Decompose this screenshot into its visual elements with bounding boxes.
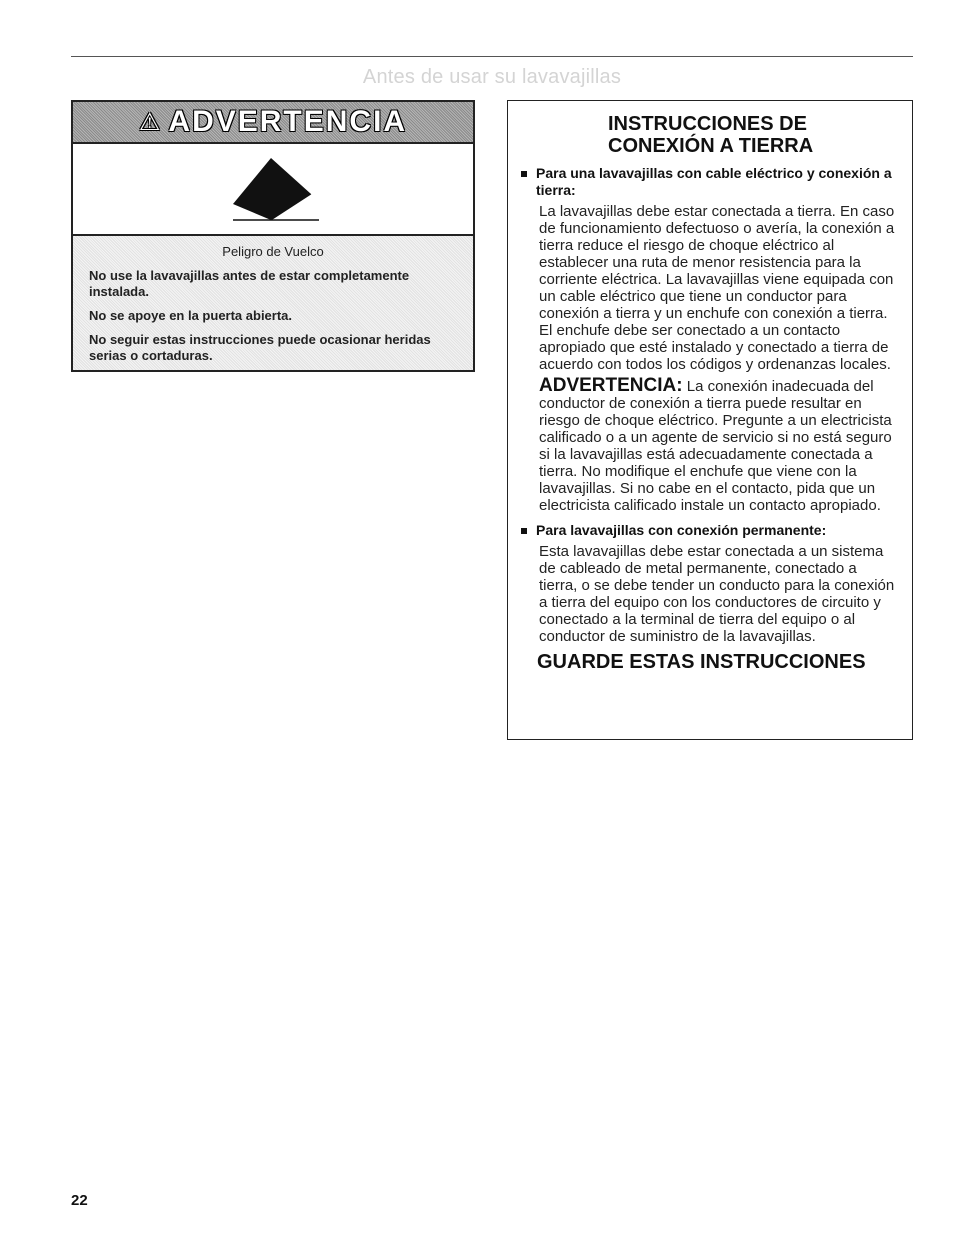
warning-title: ADVERTENCIA [168,105,408,138]
warning-header [73,102,473,144]
instructions-title-line: CONEXIÓN A TIERRA [608,135,814,157]
bullet-text: Para lavavajillas con conexión permanente: [536,522,827,538]
advertencia-label: ADVERTENCIA: [539,375,683,396]
warning-image [73,144,473,236]
instructions-title-line: INSTRUCCIONES DE [608,113,807,135]
save-instructions-heading: GUARDE ESTAS INSTRUCCIONES [537,651,866,673]
top-rule [71,56,913,57]
paragraph-warning [539,377,898,514]
tipping-dishwasher-icon [73,144,473,234]
hazard-label: Peligro de Vuelco [222,244,324,259]
paragraph-permanent: Esta lavavajillas debe estar conectada a un sistema de cableado de metal permanente, conectado a tierra, o se debe tender un conducto para la conexión a tierra del equipo con los conductores de circuito y conectado a la terminal de tierra del equipo o al conductor de suministro de la lavavajillas. [539,543,895,645]
advertencia-text: La conexión inadecuada del conductor de conexión a tierra puede resultar en riesgo de choque eléctrico. Pregunte a un electricista calificado o a un agente de servicio si no está seguro si la lavavajillas está adecuadamente conectada a tierra. No modifique el enchufe que viene con la lavavajillas. Si no cabe en el contacto, pida que un electricista calificado instale un contacto apropiado. [539,378,892,514]
warning-line: No seguir estas instrucciones puede ocasionar heridas serias o cortaduras. [89,332,431,363]
grounding-instructions-box [507,100,913,740]
bullet-square-icon [521,528,527,534]
section-title: Antes de usar su lavavajillas [362,66,622,88]
warning-body [73,236,473,370]
bullet-permanent [520,522,898,539]
bullet-corded [520,165,898,199]
bullet-square-icon [521,171,527,177]
warning-triangle-icon: ⚠ [138,108,163,136]
instructions-title [608,113,898,157]
page-number: 22 [71,1192,88,1209]
warning-box [71,100,475,372]
warning-line: No use la lavavajillas antes de estar completamente instalada. [89,268,410,299]
bullet-text: Para una lavavajillas con cable eléctrico y conexión a tierra: [536,165,892,198]
paragraph-corded: La lavavajillas debe estar conectada a tierra. En caso de funcionamiento defectuoso o avería, la conexión a tierra reduce el riesgo de choque eléctrico al establecer una ruta de menor resistencia para la corriente eléctrica. La lavavajillas viene equipada con un cable eléctrico que tiene un conductor para conexión a tierra y un enchufe con conexión a tierra. El enchufe debe ser conectado a un contacto apropiado que esté instalado y conectado a tierra de acuerdo con todos los códigos y ordenanzas locales. [539,203,895,373]
warning-line: No se apoye en la puerta abierta. [89,308,293,323]
